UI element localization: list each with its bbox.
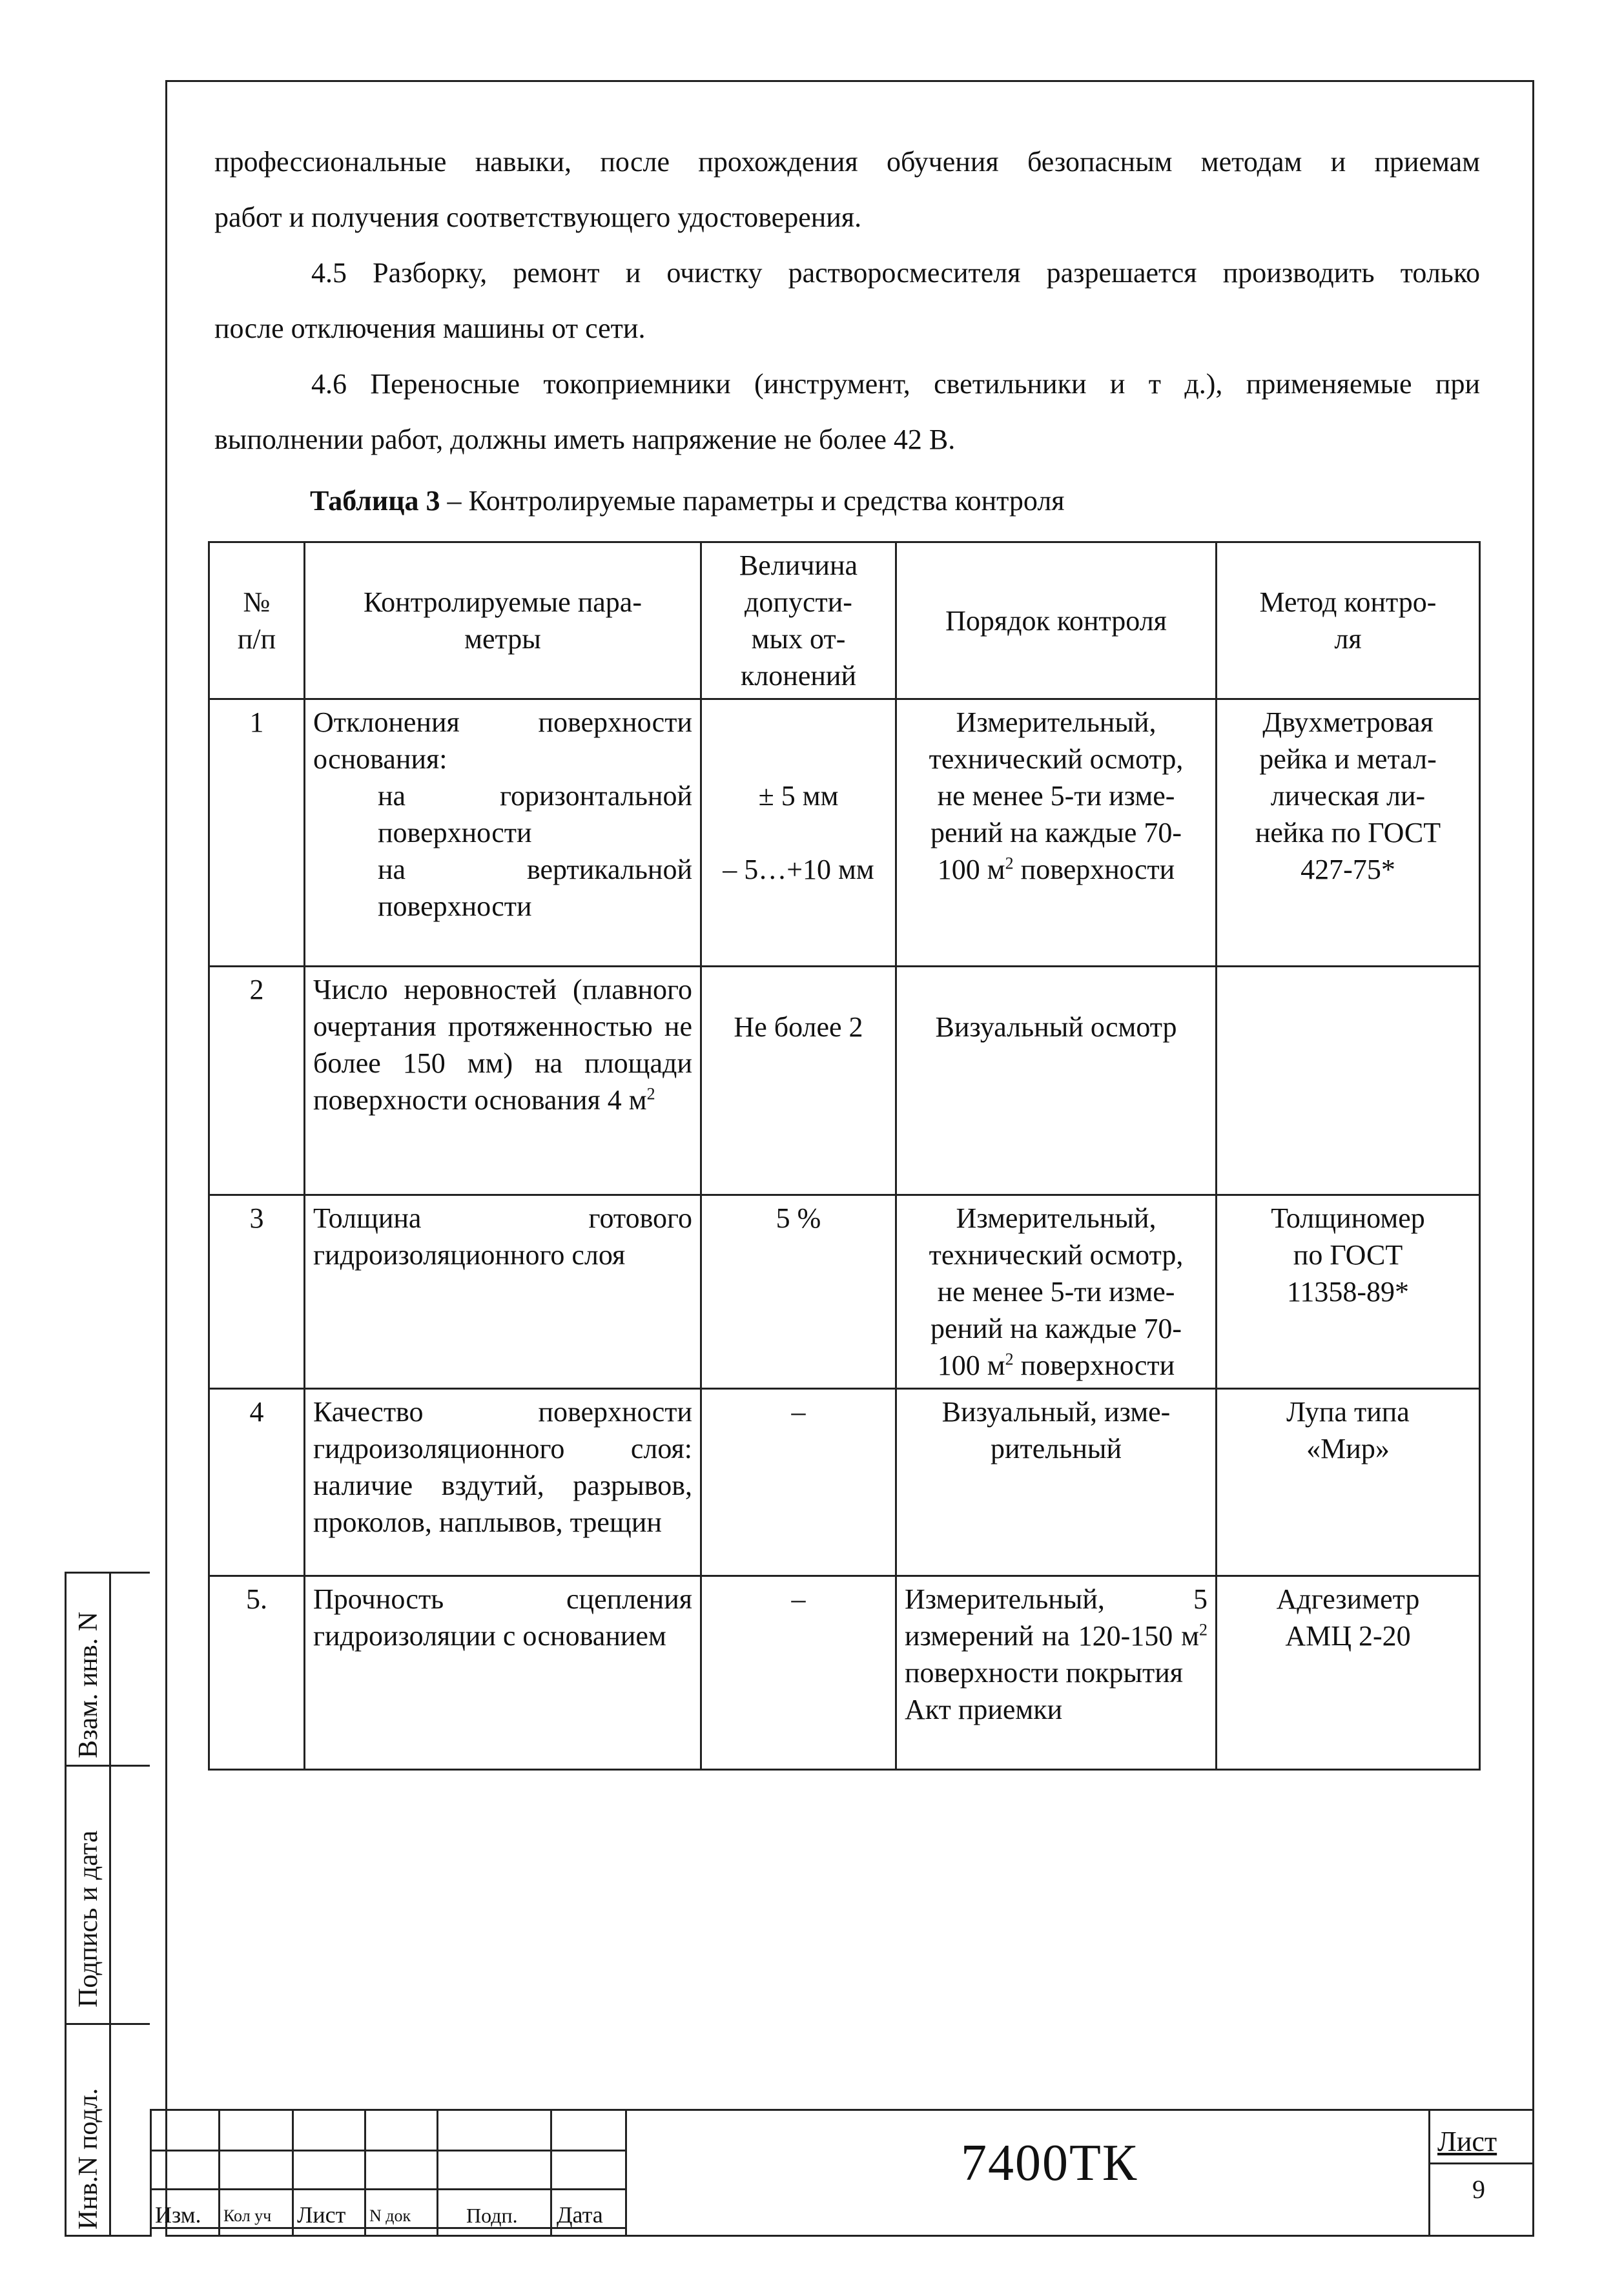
parameter-line: на горизонтальной поверхности: [378, 780, 692, 848]
tolerance-line: ± 5 мм: [758, 780, 839, 812]
order-text: Измерительный, 5 измерений на 120-150 м: [905, 1583, 1208, 1652]
table-caption: [310, 482, 1065, 520]
control-parameters-table: [208, 541, 1481, 1771]
order-text-block: [905, 1581, 1208, 1691]
row-control-method: Адгезиметр АМЦ 2-20: [1217, 1576, 1480, 1770]
row-number: 1: [209, 699, 305, 967]
order-superscript: 2: [1005, 1350, 1014, 1369]
podpis-data-label: Подпись и дата: [74, 1830, 103, 2008]
list-label: Лист: [297, 2202, 346, 2228]
table-caption-text: – Контролируемые параметры и средства контроля: [440, 485, 1065, 517]
title-block-divider: [1428, 2111, 1430, 2237]
table-row: [209, 1576, 1480, 1770]
row-parameter: [305, 699, 701, 967]
data-label: Дата: [557, 2202, 603, 2228]
row-control-order: Визуальный, изме- рительный: [896, 1389, 1217, 1576]
paragraph-line: 4.5 Разборку, ремонт и очистку растворосмесителя разрешается производить только: [311, 257, 1480, 289]
title-block-divider: [150, 2111, 152, 2237]
inv-podl-label: Инв.N подл.: [74, 2088, 103, 2230]
header-parameters: Контролируемые пара- метры: [305, 542, 701, 699]
sheet-label: Лист: [1437, 2126, 1497, 2157]
order-tail: поверхности: [1013, 1350, 1175, 1381]
vzam-inv-label: Взам. инв. N: [74, 1612, 103, 1758]
order-extra: Акт приемки: [905, 1694, 1063, 1725]
side-stamp-column-divider: [109, 1574, 111, 2235]
table-row: [209, 1389, 1480, 1576]
title-block-divider: [150, 2227, 625, 2229]
row-control-method: Двухметровая рейка и метал- лическая ли- нейка по ГОСТ 427-75*: [1217, 699, 1480, 967]
paragraph-line: после отключения машины от сети.: [214, 313, 646, 344]
title-block-divider: [150, 2188, 625, 2190]
document-code: 7400ТК: [961, 2135, 1138, 2192]
title-block-divider: [364, 2111, 366, 2237]
row-parameter: Толщина готового гидроизоляционного слоя: [305, 1195, 701, 1389]
title-block-divider: [625, 2111, 627, 2237]
n-dok-label: N док: [369, 2206, 411, 2225]
parameter-line: Отклонения поверхности основания:: [313, 706, 692, 775]
side-stamp-divider: [67, 2023, 150, 2025]
row-parameter: Качество поверхности гидроизоляционного слоя: наличие вздутий, разрывов, проколов, наплывов, трещин: [305, 1389, 701, 1576]
row-number: 2: [209, 967, 305, 1195]
row-control-order: [896, 699, 1217, 967]
order-tail: поверхности покрытия: [905, 1657, 1184, 1689]
parameter-line: на вертикальной поверхности: [378, 854, 692, 922]
title-block-divider: [292, 2111, 294, 2237]
side-stamp: [65, 1572, 150, 2237]
table-row: [209, 967, 1480, 1195]
paragraph-line: 4.6 Переносные токоприемники (инструмент, светильники и т д.), применяемые при: [311, 368, 1480, 400]
row-number: 4: [209, 1389, 305, 1576]
side-stamp-divider: [67, 1765, 150, 1767]
title-block-divider: [150, 2150, 625, 2152]
header-number: № п/п: [209, 542, 305, 699]
paragraph-line: профессиональные навыки, после прохождения обучения безопасным методам и приемам: [214, 146, 1480, 178]
row-number: 5.: [209, 1576, 305, 1770]
tolerance-line: – 5…+10 мм: [723, 854, 874, 885]
sheet-number: 9: [1472, 2175, 1485, 2204]
paragraph-4-6: [214, 356, 1480, 467]
order-tail: поверхности: [1013, 854, 1175, 885]
row-tolerance: –: [701, 1389, 896, 1576]
table-caption-label: Таблица 3: [310, 485, 440, 517]
order-superscript: 2: [1199, 1620, 1208, 1639]
row-control-order: [896, 1195, 1217, 1389]
paragraph-line: работ и получения соответствующего удостоверения.: [214, 201, 862, 233]
paragraph-professional-skills: [214, 134, 1480, 245]
row-control-order: [896, 1576, 1217, 1770]
title-block-divider: [437, 2111, 438, 2237]
row-parameter: [305, 967, 701, 1195]
kol-uch-label: Кол уч: [223, 2206, 272, 2225]
header-control-method: Метод контро- ля: [1217, 542, 1480, 699]
title-block-divider: [218, 2111, 220, 2237]
order-superscript: 2: [1005, 854, 1014, 873]
row-control-order: Визуальный осмотр: [896, 967, 1217, 1195]
paragraph-line: выполнении работ, должны иметь напряжение не более 42 В.: [214, 424, 956, 455]
paragraph-4-5: [214, 245, 1480, 356]
izm-label: Изм.: [155, 2202, 201, 2228]
title-block-divider: [550, 2111, 552, 2237]
podp-label: Подп.: [466, 2204, 518, 2227]
row-control-method: [1217, 967, 1480, 1195]
row-control-method: Толщиномер по ГОСТ 11358-89*: [1217, 1195, 1480, 1389]
row-tolerance: Не более 2: [701, 967, 896, 1195]
table-header-row: [209, 542, 1480, 699]
header-tolerance: Величина допусти- мых от- клонений: [701, 542, 896, 699]
table-row: [209, 1195, 1480, 1389]
header-control-order: Порядок контроля: [896, 542, 1217, 699]
row-number: 3: [209, 1195, 305, 1389]
title-block: [150, 2109, 1534, 2237]
row-tolerance: –: [701, 1576, 896, 1770]
parameter-text: Число неровностей (плавного очертания протяженностью не более 150 мм) на площади поверхности основания 4 м: [313, 974, 692, 1116]
order-text: Измерительный, технический осмотр, не менее 5-ти изме- рений на каждые 70- 100 м: [929, 1202, 1184, 1381]
row-tolerance: [701, 699, 896, 967]
row-parameter: Прочность сцепления гидроизоляции с основанием: [305, 1576, 701, 1770]
row-tolerance: 5 %: [701, 1195, 896, 1389]
order-text: Измерительный, технический осмотр, не менее 5-ти изме- рений на каждые 70- 100 м: [929, 706, 1184, 885]
title-block-divider: [1428, 2162, 1534, 2164]
table-row: [209, 699, 1480, 967]
parameter-superscript: 2: [646, 1084, 655, 1104]
row-control-method: Лупа типа «Мир»: [1217, 1389, 1480, 1576]
